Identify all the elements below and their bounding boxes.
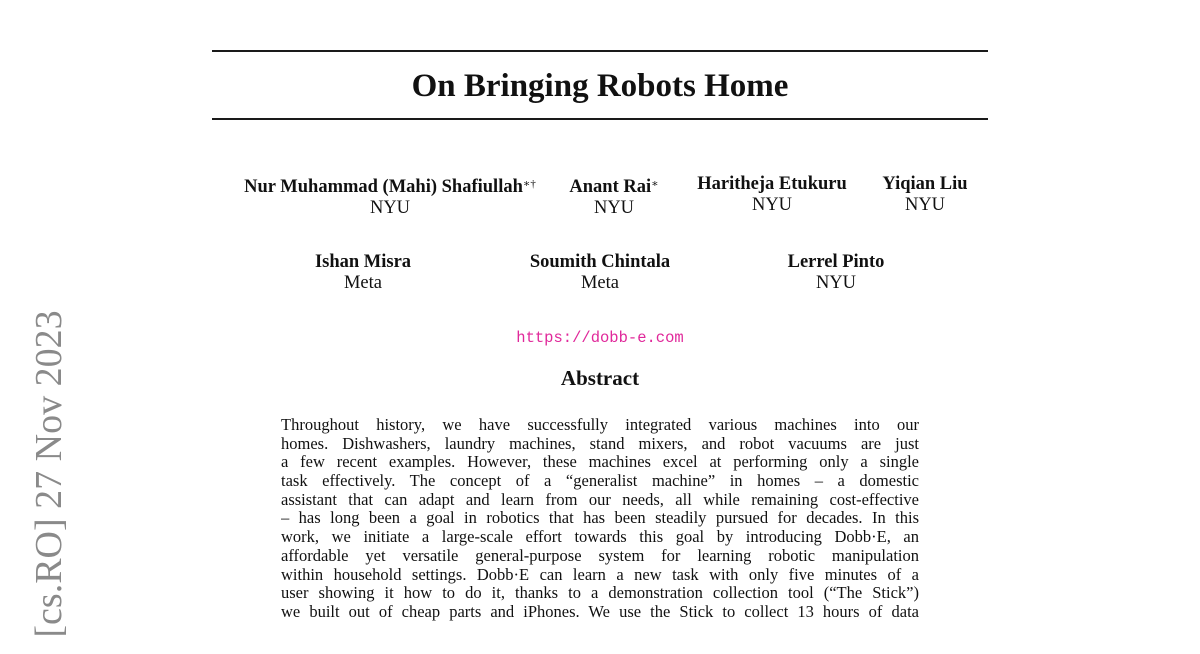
author-rai (560, 174, 668, 219)
title-bottom-rule (212, 118, 988, 120)
author-name: Lerrel Pinto (787, 252, 885, 272)
author-affiliation: NYU (751, 195, 793, 215)
author-affiliation: NYU (815, 273, 857, 293)
title-top-rule (212, 50, 988, 52)
author-name: Haritheja Etukuru (697, 174, 847, 194)
author-affiliation: Meta (343, 273, 382, 293)
author-chintala (515, 252, 685, 294)
abstract-line: task effectively. The concept of a “generalist machine” in homes – a domestic (281, 472, 919, 491)
abstract-line: affordable yet versatile general-purpose system for learning robotic manipulation (281, 546, 919, 565)
author-liu (874, 174, 976, 216)
abstract-line: work, we initiate a large-scale effort towards this goal by introducing Dobb·E, an (281, 528, 919, 547)
author-affiliation: NYU (369, 198, 411, 218)
author-name: Anant Rai∗ (569, 177, 659, 197)
abstract-line: within household settings. Dobb·E can learn a new task with only five minutes of a (281, 565, 919, 584)
author-name: Ishan Misra (314, 252, 412, 272)
abstract-line: a few recent examples. However, these machines excel at performing only a single (281, 453, 919, 472)
arxiv-stamp: [cs.RO] 27 Nov 2023 (28, 310, 70, 638)
abstract-line: homes. Dishwashers, laundry machines, stand mixers, and robot vacuums are just (281, 434, 919, 453)
author-name: Yiqian Liu (882, 174, 968, 194)
abstract-line: assistant that can adapt and learn from our needs, all while remaining cost-effective (281, 490, 919, 509)
abstract-body (281, 416, 919, 622)
author-name: Soumith Chintala (529, 252, 671, 272)
author-footnote-marks: ∗ (651, 178, 659, 190)
author-misra (292, 252, 434, 294)
abstract-line: – has long been a goal in robotics that has been steadily pursued for decades. In this (281, 509, 919, 528)
author-etukuru (690, 174, 854, 216)
author-name: Nur Muhammad (Mahi) Shafiullah∗† (244, 177, 536, 197)
paper-title: On Bringing Robots Home (411, 68, 789, 104)
author-affiliation: NYU (593, 198, 635, 218)
author-footnote-marks: ∗† (522, 178, 536, 190)
author-shafiullah (234, 174, 546, 219)
author-affiliation: NYU (904, 195, 946, 215)
abstract-line: Throughout history, we have successfully integrated various machines into our (281, 416, 919, 434)
project-url-link[interactable]: https://dobb-e.com (516, 329, 684, 347)
author-affiliation: Meta (580, 273, 619, 293)
abstract-line: we built out of cheap parts and iPhones. We use the Stick to collect 13 hours of data (281, 602, 919, 621)
author-pinto (766, 252, 906, 294)
abstract-line: user showing it how to do it, thanks to a demonstration collection tool (“The Stick”) (281, 584, 919, 603)
abstract-heading: Abstract (560, 366, 640, 390)
